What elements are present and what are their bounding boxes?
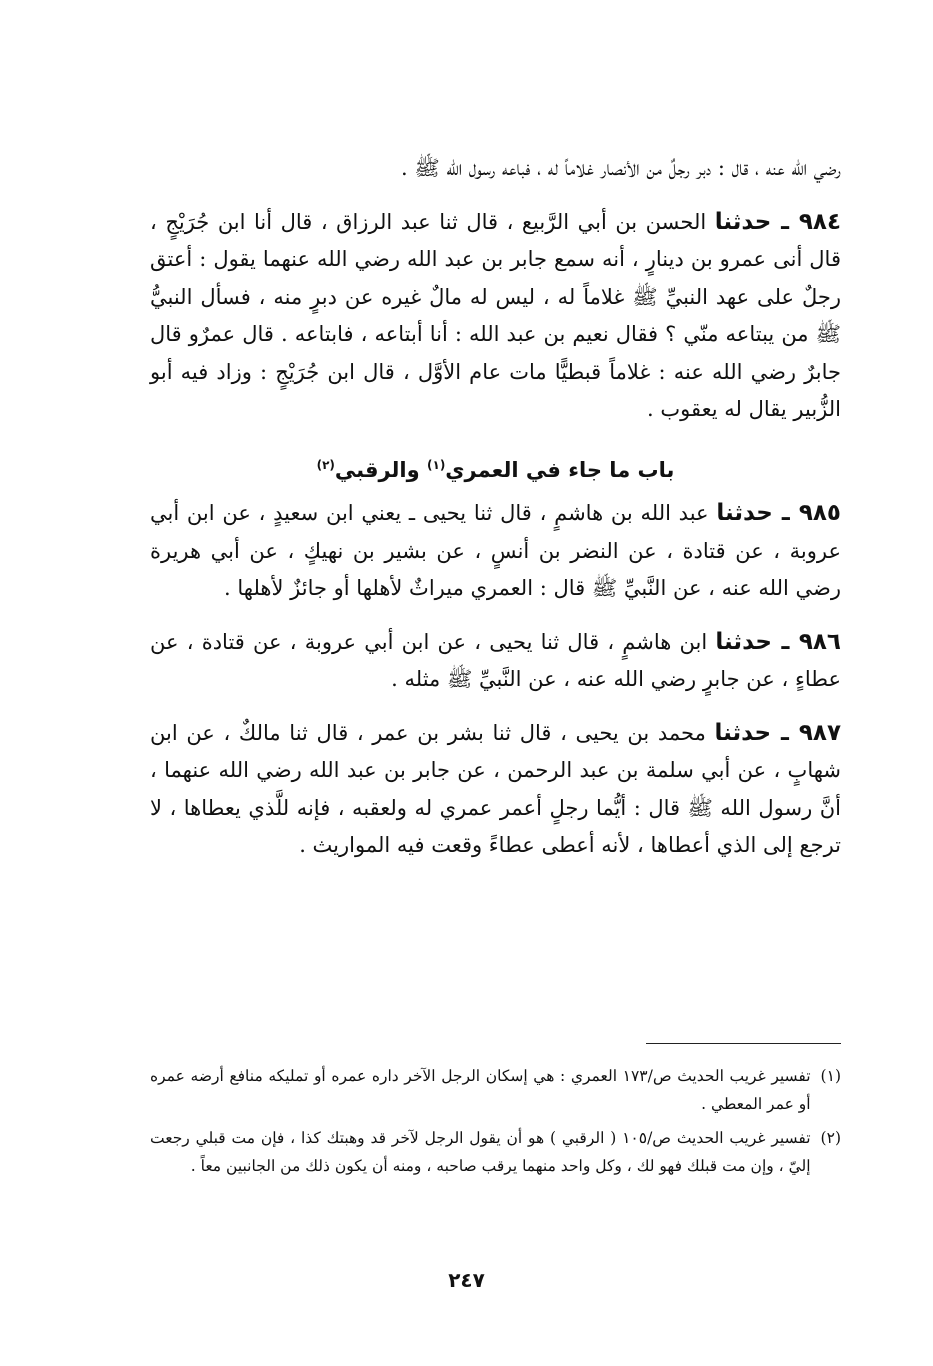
footnote-text: تفسير غريب الحديث ص/١٧٣ العمري : هي إسكان الرجل الآخر داره عمره أو تمليكه منافع أرضه عمره أو عمر المعطي .: [150, 1067, 811, 1113]
footnote-ref-2: (٢): [316, 457, 335, 472]
hadith-985-label: ٩٨٥ ـ حدثنا: [716, 500, 841, 526]
footnote-2: [150, 1124, 841, 1180]
intro-paragraph: رضي الله عنه ، قال : دبر رجلٌ من الأنصار غلاماً له ، فباعه رسول الله ﷺ .: [401, 156, 841, 180]
hadith-986: [150, 624, 841, 699]
hadith-987-label: ٩٨٧ ـ حدثنا: [714, 719, 841, 746]
hadith-986-text: ابن هاشمٍ ، قال ثنا يحيى ، عن ابن أبي عروبة ، عن قتادة ، عن عطاءٍ ، عن جابرٍ رضي الله عنه ، عن النَّبيِّ ﷺ مثله .: [150, 629, 841, 691]
hadith-987: [150, 715, 841, 865]
footnote-divider: [646, 1043, 841, 1044]
footnote-number: (١): [820, 1067, 841, 1085]
hadith-986-label: ٩٨٦ ـ حدثنا: [715, 628, 841, 655]
chapter-heading: [150, 447, 841, 490]
main-text: [150, 150, 841, 865]
hadith-984: [150, 204, 841, 429]
footnotes: [150, 1062, 841, 1186]
page-number: ٢٤٧: [448, 1268, 485, 1292]
hadith-985-text: عبد الله بن هاشمٍ ، قال ثنا يحيى ـ يعني ابن سعيدٍ ، عن ابن أبي عروبة ، عن قتادة ، عن النضر بن أنسٍ ، عن بشير بن نهيكٍ ، عن أبي هريرة رضي الله عنه ، عن النَّبيِّ ﷺ قال : العمري ميراثٌ لأهلها أو جائزٌ لأهلها .: [150, 501, 841, 600]
footnote-ref-1: (١): [427, 457, 446, 472]
footnote-1: [150, 1062, 841, 1118]
hadith-985: [150, 495, 841, 608]
footnote-number: (٢): [820, 1129, 841, 1147]
footnote-text: تفسير غريب الحديث ص/١٠٥ ( الرقبي ) هو أن يقول الرجل لآخر قد وهبتك كذا ، فإن مت قبلي رجعت إليّ ، وإن مت قبلك فهو لك ، وكل واحد منهما يرقب صاحبه ، ومنه أن يكون ذلك من الجانبين معاً .: [150, 1129, 811, 1175]
chapter-heading-part1: باب ما جاء في العمري: [445, 457, 675, 482]
chapter-heading-part2: والرقبي: [334, 457, 427, 482]
hadith-984-text: الحسن بن أبي الرَّبيع ، قال ثنا عبد الرزاق ، قال أنا ابن جُرَيْجٍ ، قال أنى عمرو بن دينارٍ ، أنه سمع جابر بن عبد الله رضي الله عنهما يقول : أعتق رجلٌ على عهد النبيِّ ﷺ غلاماً له ، ليس له مالٌ غيره عن دبرٍ منه ، فسأل النبيُّ ﷺ من يبتاعه منّي ؟ فقال نعيم بن عبد الله : أنا أبتاعه ، فابتاعه . قال عمرٌو قال جابرٌ رضي الله عنه : غلاماً قبطيًّا مات عام الأوَّل ، قال ابن جُرَيْجٍ : وزاد فيه أبو الزُّبير يقال له يعقوب .: [150, 209, 841, 421]
hadith-984-label: ٩٨٤ ـ حدثنا: [714, 208, 841, 235]
hadith-987-text: محمد بن يحيى ، قال ثنا بشر بن عمر ، قال ثنا مالكٌ ، عن ابن شهابٍ ، عن أبي سلمة بن عبد الرحمن ، عن جابر بن عبد الله رضي الله عنهما ، أنَّ رسول الله ﷺ قال : أيُّما رجلٍ أعمر عمري له ولعقبه ، فإنه للَّذي يعطاها ، لا ترجع إلى الذي أعطاها ، لأنه أعطى عطاءً وقعت فيه المواريث .: [150, 720, 841, 857]
